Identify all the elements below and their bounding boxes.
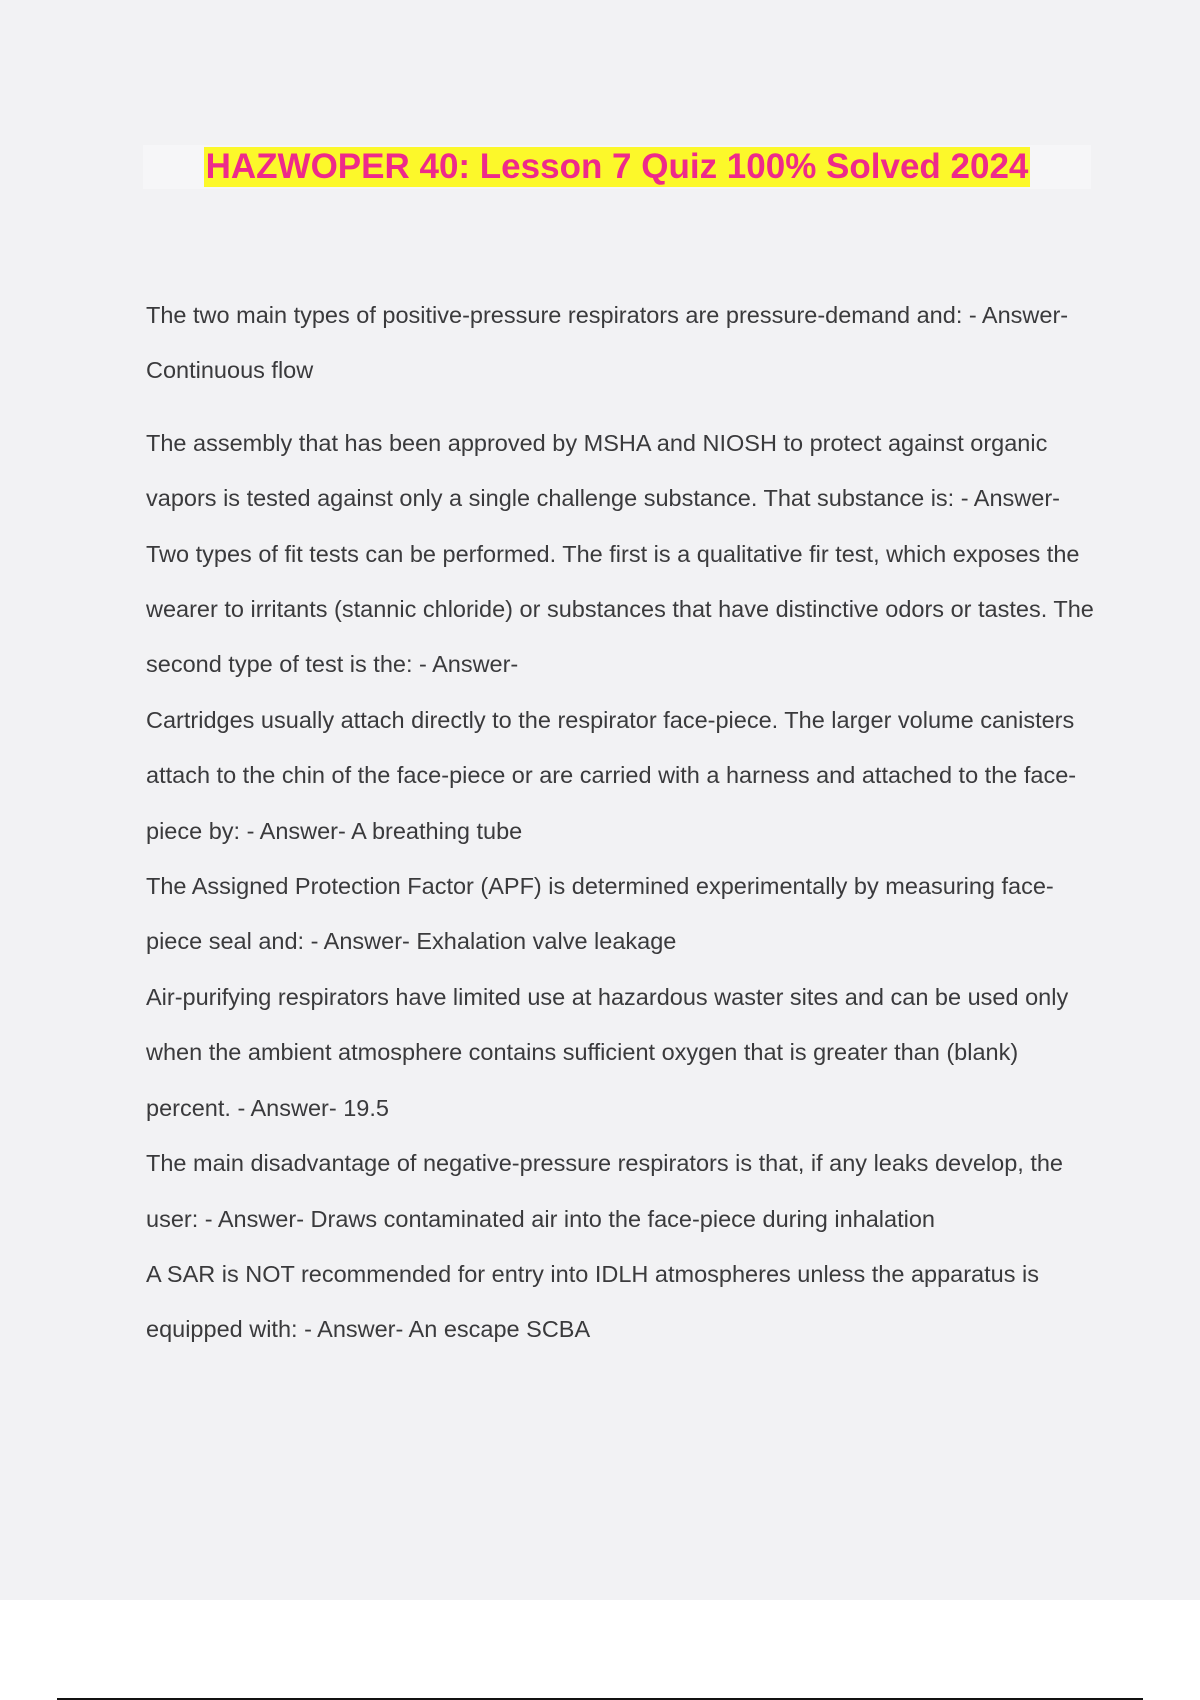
qa-item: Cartridges usually attach directly to the respirator face-piece. The larger volume canisters attach to the chin of the face-piece or are carried with a harness and attached to the face-piece by: - Answer- A breathing tube <box>146 706 1077 844</box>
qa-item: The main disadvantage of negative-pressure respirators is that, if any leaks develop, the user: - Answer- Draws contaminated air into the face-piece during inhalation <box>146 1150 1064 1232</box>
qa-item: Air-purifying respirators have limited use at hazardous waster sites and can be used only when the ambient atmosphere contains sufficient oxygen that is greater than (blank) percent. - Answer- 19.5 <box>146 983 1069 1121</box>
qa-item: The Assigned Protection Factor (APF) is determined experimentally by measuring face-piece seal and: - Answer- Exhalation valve leakage <box>146 873 1054 955</box>
qa-item: A SAR is NOT recommended for entry into IDLH atmospheres unless the apparatus is equipped with: - Answer- An escape SCBA <box>146 1260 1039 1343</box>
title-banner <box>143 145 1091 189</box>
qa-item: The assembly that has been approved by MSHA and NIOSH to protect against organic vapors is tested against only a single challenge substance. That substance is: - Answer- <box>146 429 1060 512</box>
qa-item: The two main types of positive-pressure respirators are pressure-demand and: - Answer- Continuous flow <box>146 302 1069 384</box>
qa-item: Two types of fit tests can be performed. The first is a qualitative fir test, which exposes the wearer to irritants (stannic chloride) or substances that have distinctive odors or tastes. The second type of test is the: - Answer- <box>146 540 1094 678</box>
page-title: HAZWOPER 40: Lesson 7 Quiz 100% Solved 2024 <box>205 147 1029 186</box>
qa-list <box>146 288 1096 1358</box>
